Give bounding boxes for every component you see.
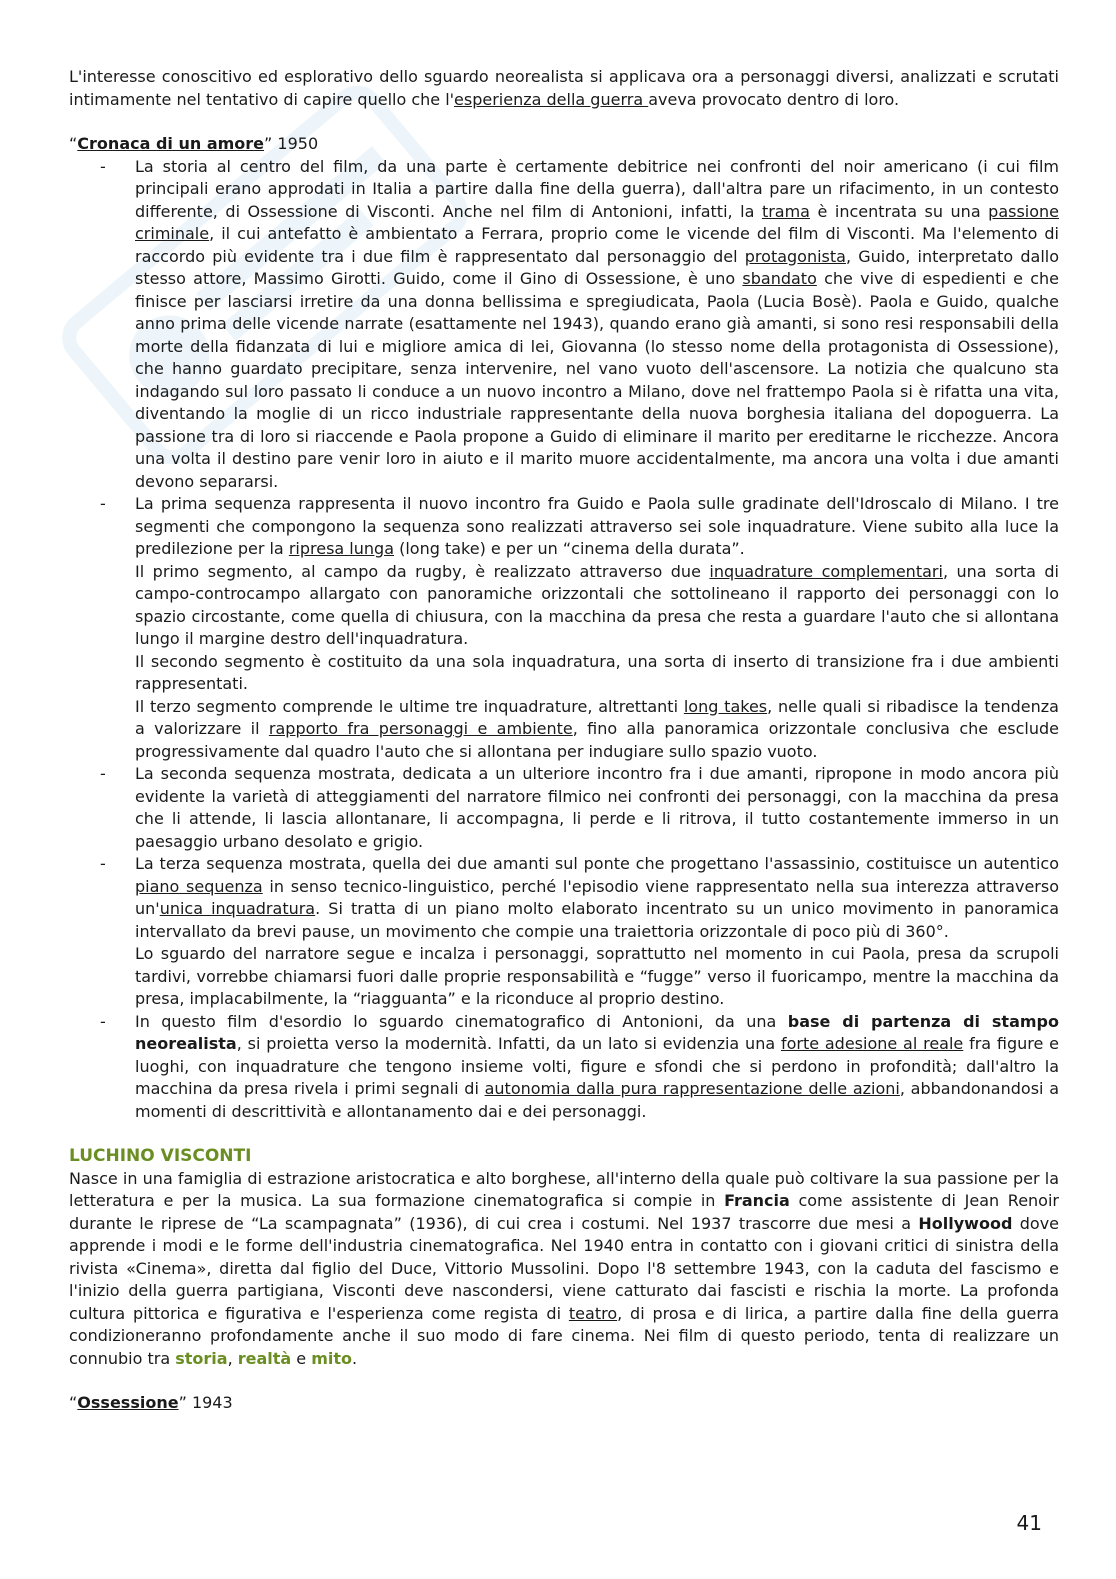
link-unica-inquadratura[interactable]: unica inquadratura <box>159 899 316 918</box>
list-item: - La seconda sequenza mostrata, dedicata a un ulteriore incontro fra i due amanti, ripropone in modo ancora più evidente la varietà di atteggiamenti del narratore filmico nei confronti dei personaggi, con la macchina da presa che li attende, li lascia allontanare, li accompagna, li perde e li ritrova, il tutto costantemente immerso in un paesaggio urbano desolato e grigio. <box>69 763 1059 853</box>
page-number: 41 <box>1016 1511 1042 1535</box>
list-item: - In questo film d'esordio lo sguardo cinematografico di Antonioni, da una base di partenza di stampo neorealista, si proietta verso la modernità. Infatti, da un lato si evidenzia una forte adesione al reale fra figure e luoghi, con inquadrature che tengono insieme volti, figure e sfondi che si perdono in profondità; dall'altro la macchina da presa rivela i primi segnali di autonomia dalla pura rappresentazione delle azioni, abbandonandosi a momenti di descrittività e allontanamento dai e dei personaggi. <box>69 1011 1059 1124</box>
link-protagonista[interactable]: protagonista <box>744 246 846 266</box>
film-title-ossessione: “Ossessione” 1943 <box>69 1393 233 1412</box>
link-ripresa-lunga[interactable]: ripresa lunga <box>288 539 394 558</box>
section-heading-visconti: LUCHINO VISCONTI <box>69 1146 252 1166</box>
link-passione-criminale[interactable]: passione criminale <box>135 201 1060 243</box>
link-rapporto-personaggi-ambiente[interactable]: rapporto fra personaggi e ambiente <box>268 719 573 738</box>
link-cronaca-di-un-amore[interactable]: Cronaca di un amore <box>77 134 265 153</box>
visconti-paragraph: Nasce in una famiglia di estrazione aristocratica e alto borghese, all'interno della quale può coltivare la sua passione per la letteratura e per la musica. La sua formazione cinematografica si compie in Francia come assistente di Jean Renoir durante le riprese de “La scampagnata” (1936), di cui crea i costumi. Nel 1937 trascorre due mesi a Hollywood dove apprende i modi e le forme dell'industria cinematografica. Nel 1940 entra in contatto con i giovani critici di sinistra della rivista «Cinema», diretta dal figlio del Duce, Vittorio Mussolini. Dopo l'8 settembre 1943, con la caduta del fascismo e l'inizio della guerra partigiana, Visconti deve nascondersi, viene catturato dai fascisti e rischia la morte. La profonda cultura pittorica e figurativa e l'esperienza come regista di teatro, di prosa e di lirica, a partire dalla fine della guerra condizioneranno profondamente anche il suo modo di fare cinema. Nei film di questo periodo, tenta di realizzare un connubio tra storia, realtà e mito. <box>69 1168 1060 1368</box>
link-trama[interactable]: trama <box>761 201 810 221</box>
film-title-cronaca: “Cronaca di un amore” 1950 <box>69 134 319 153</box>
list-item: - La terza sequenza mostrata, quella dei due amanti sul ponte che progettano l'assassinio, costituisce un autentico piano sequenza in senso tecnico-linguistico, perché l'episodio viene rappresentato nella sua interezza attraverso un'unica inquadratura. Si tratta di un piano molto elaborato incentrato su un unico movimento in panoramica intervallato da brevi pause, un movimento che compie una traiettoria orizzontale di poco più di 360°. Lo sguardo del narratore segue e incalza i personaggi, soprattutto nel momento in cui Paola, presa da scrupoli tardivi, vorrebbe chiamarsi fuori dalle proprie responsabilità e “fugge” verso il fuoricampo, mentre la macchina da presa, implacabilmente, la “riagguanta” e la riconduce al proprio destino. <box>69 853 1059 1011</box>
link-piano-sequenza[interactable]: piano sequenza <box>135 876 263 896</box>
list-item: - La prima sequenza rappresenta il nuovo incontro fra Guido e Paola sulle gradinate dell'Idroscalo di Milano. I tre segmenti che compongono la sequenza sono realizzati attraverso sei sole inquadrature. Viene subito alla luce la predilezione per la ripresa lunga (long take) e per un “cinema della durata”. Il primo segmento, al campo da rugby, è realizzato attraverso due inquadrature complementari, una sorta di campo-controcampo allargato con panoramiche orizzontali che sottolineano il rapporto dei personaggi con lo spazio circostante, come quella di chiusura, con la macchina da presa che resta a guardare l'auto che si allontana lungo il margine destro dell'inquadratura. Il secondo segmento è costituito da una sola inquadratura, una sorta di inserto di transizione fra i due ambienti rappresentati. Il terzo segmento comprende le ultime tre inquadrature, altrettanti long takes, nelle quali si ribadisce la tendenza a valorizzare il rapporto fra personaggi e ambiente, fino alla panoramica orizzontale conclusiva che esclude progressivamente dal quadro l'auto che si allontana per indugiare sullo spazio vuoto. <box>69 493 1059 763</box>
cronaca-bullet-list <box>69 156 1059 1124</box>
link-forte-adesione-reale[interactable]: forte adesione al reale <box>780 1034 964 1053</box>
link-ossessione[interactable]: Ossessione <box>77 1393 179 1412</box>
intro-paragraph: L'interesse conoscitivo ed esplorativo dello sguardo neorealista si applicava ora a personaggi diversi, analizzati e scrutati intimamente nel tentativo di capire quello che l'esperienza della guerra aveva provocato dentro di loro. <box>69 67 1059 109</box>
link-esperienza-guerra[interactable]: esperienza della guerra <box>454 89 649 109</box>
link-teatro[interactable]: teatro <box>568 1303 618 1323</box>
document-page <box>69 66 1059 1415</box>
list-item: - La storia al centro del film, da una parte è certamente debitrice nei confronti del noir americano (i cui film principali erano approdati in Italia a partire dalla fine della guerra), dall'altra pare un rifacimento, in un contesto differente, di Ossessione di Visconti. Anche nel film di Antonioni, infatti, la trama è incentrata su una passione criminale, il cui antefatto è ambientato a Ferrara, proprio come le vicende del film di Visconti. Ma l'elemento di raccordo più evidente tra i due film è rappresentato dal personaggio del protagonista, Guido, interpretato dallo stesso attore, Massimo Girotti. Guido, come il Gino di Ossessione, è uno sbandato che vive di espedienti e che finisce per lasciarsi irretire da una donna bellissima e spregiudicata, Paola (Lucia Bosè). Paola e Guido, qualche anno prima delle vicende narrate (esattamente nel 1943), quando erano già amanti, si sono resi responsabili della morte della fidanzata di lui e migliore amica di lei, Giovanna (lo stesso nome della protagonista di Ossessione), che hanno guardato precipitare, senza intervenire, nel vano vuoto dell'ascensore. La notizia che qualcuno sta indagando sul loro passato li conduce a un nuovo incontro a Milano, dove nel frattempo Paola si è rifatta una vita, diventando la moglie di un ricco industriale rappresentante della nuova borghesia italiana del dopoguerra. La passione tra di loro si riaccende e Paola propone a Guido di eliminare il marito per ereditarne le ricchezze. Ancora una volta il destino pare venir loro in aiuto e il marito muore accidentalmente, ma ancora una volta i due amanti devono separarsi. <box>69 156 1059 494</box>
link-sbandato[interactable]: sbandato <box>742 269 817 288</box>
link-inquadrature-complementari[interactable]: inquadrature complementari <box>709 561 943 581</box>
link-autonomia-rappresentazione[interactable]: autonomia dalla pura rappresentazione delle azioni <box>484 1079 900 1098</box>
link-long-takes[interactable]: long takes <box>683 696 768 716</box>
